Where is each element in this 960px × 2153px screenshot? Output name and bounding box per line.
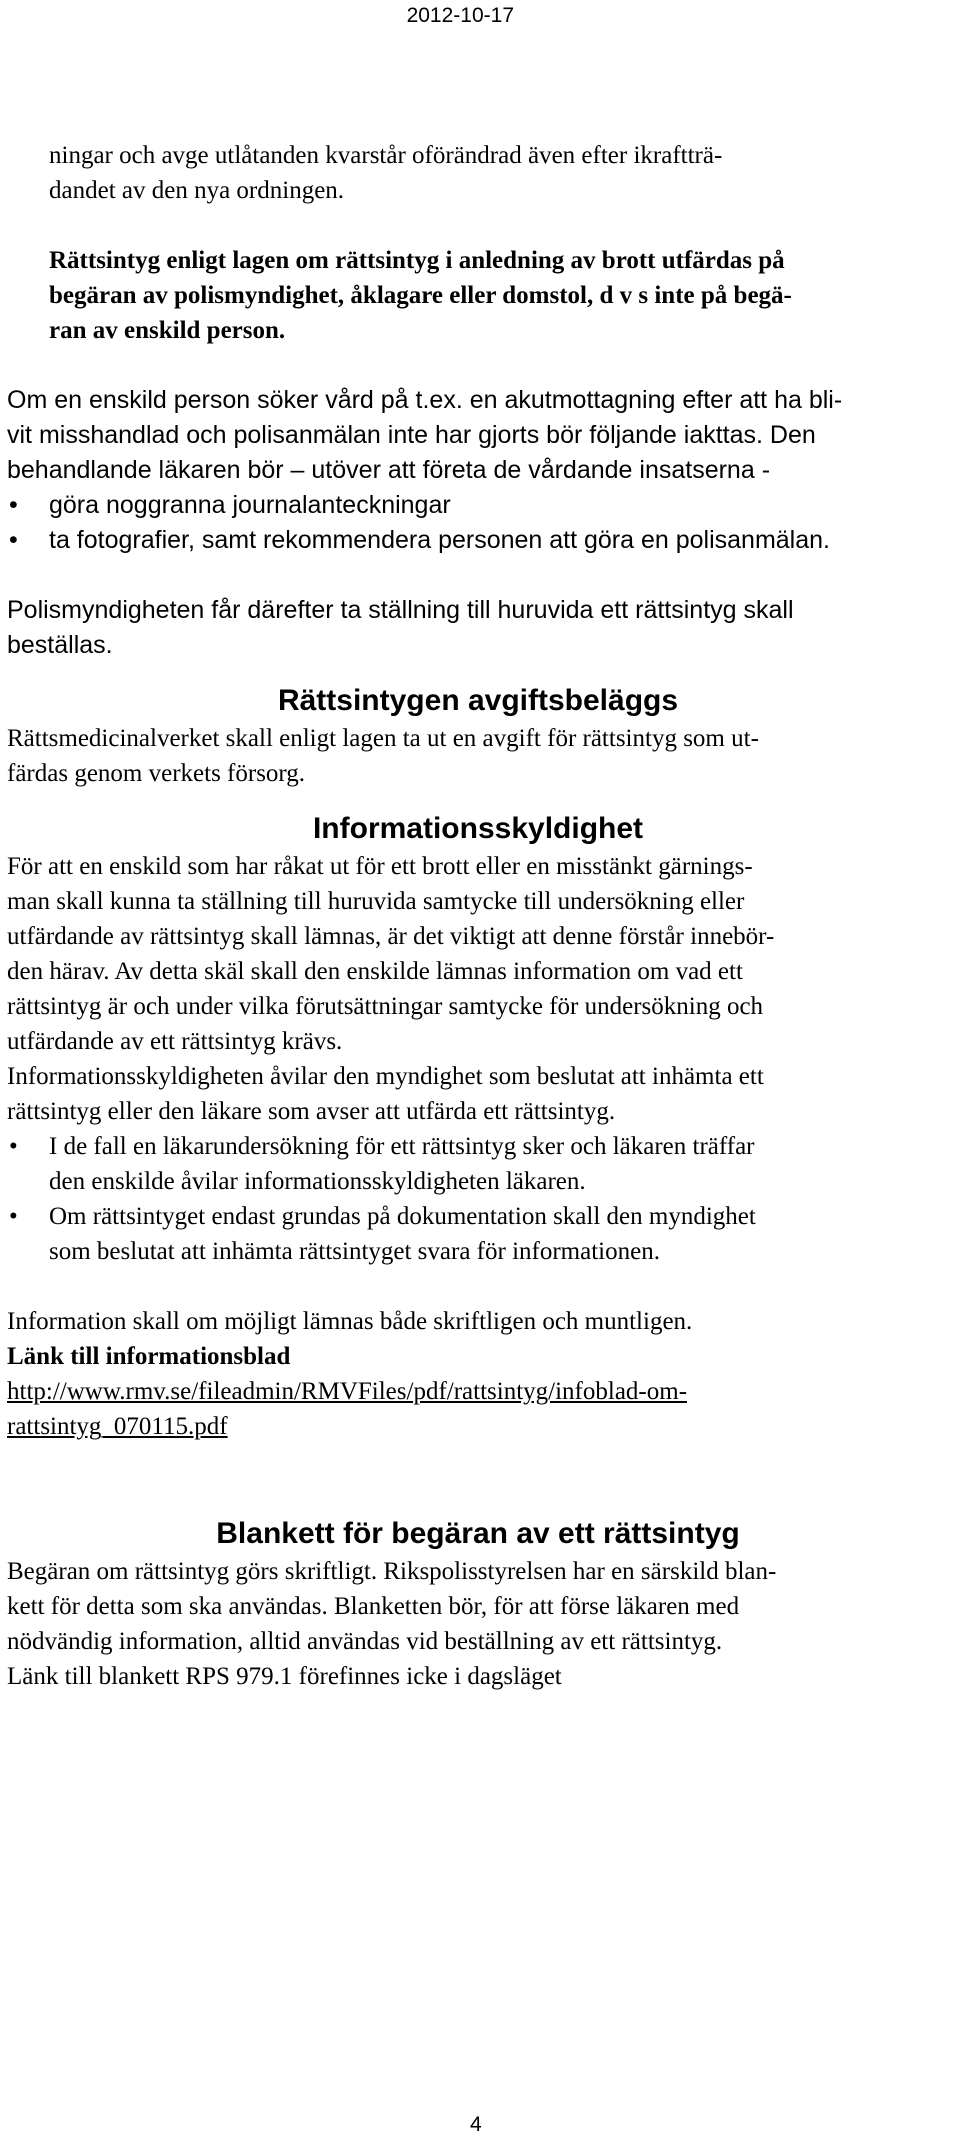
list-item: • göra noggranna journalanteckningar — [7, 488, 949, 523]
document-body — [7, 138, 949, 1694]
intro-line-1: ningar och avge utlåtanden kvarstår oförändrad även efter ikraftträ- — [49, 142, 723, 169]
info-line-3: utfärdande av rättsintyg skall lämnas, är det viktigt att denne förstår innebör- — [7, 923, 775, 950]
bullet-icon: • — [9, 526, 18, 554]
bold-para-line-3: ran av enskild person. — [49, 317, 286, 344]
infoblad-link[interactable]: http://www.rmv.se/fileadmin/RMVFiles/pdf/rattsintyg/infoblad-om- rattsintyg_070115.pdf — [7, 1378, 688, 1440]
enskild-bullet-list — [7, 488, 949, 558]
enskild-line-2: vit misshandlad och polisanmälan inte har gjorts bör följande iakttas. Den — [7, 421, 816, 449]
polis-line-2: beställas. — [7, 631, 113, 659]
header-date: 2012-10-17 — [406, 4, 514, 27]
heading-avgift: Rättsintygen avgiftsbeläggs — [277, 684, 679, 717]
avgift-line-1: Rättsmedicinalverket skall enligt lagen ta ut en avgift för rättsintyg som ut- — [7, 725, 759, 752]
list-item: • Om rättsintyget endast grundas på dokumentation skall den myndighet som beslutat att inhämta rättsintyget svara för informationen. — [7, 1199, 949, 1269]
intro-line-2: dandet av den nya ordningen. — [49, 177, 345, 204]
blankett-line-2: kett för detta som ska användas. Blanketten bör, för att förse läkaren med — [7, 1593, 740, 1620]
page-number: 4 — [470, 2113, 482, 2136]
bullet-icon: • — [9, 1203, 18, 1230]
blankett-line-3: nödvändig information, alltid användas vid beställning av ett rättsintyg. — [7, 1628, 723, 1655]
info-line-8: rättsintyg eller den läkare som avser att utfärda ett rättsintyg. — [7, 1098, 616, 1125]
list-item: • I de fall en läkarundersökning för ett rättsintyg sker och läkaren träffar den enskilde åvilar informationsskyldigheten läkaren. — [7, 1129, 949, 1199]
info-line-2: man skall kunna ta ställning till huruvida samtycke till undersökning eller — [7, 888, 745, 915]
info-line-4: den härav. Av detta skäl skall den enskilde lämnas information om vad ett — [7, 958, 743, 985]
info-line-1: För att en enskild som har råkat ut för ett brott eller en misstänkt gärnings- — [7, 853, 753, 880]
info-bullet-list — [7, 1129, 949, 1269]
heading-informationsskyldighet: Informationsskyldighet — [312, 812, 644, 845]
avgift-line-2: färdas genom verkets försorg. — [7, 760, 306, 787]
info-line-7: Informationsskyldigheten åvilar den myndighet som beslutat att inhämta ett — [7, 1063, 764, 1090]
blankett-line-1: Begäran om rättsintyg görs skriftligt. Rikspolisstyrelsen har en särskild blan- — [7, 1558, 777, 1585]
enskild-line-3: behandlande läkaren bör – utöver att företa de vårdande insatserna - — [7, 456, 771, 484]
info-line-9: Information skall om möjligt lämnas både skriftligen och muntligen. — [7, 1308, 693, 1335]
info-line-6: utfärdande av ett rättsintyg krävs. — [7, 1028, 343, 1055]
polis-line-1: Polismyndigheten får därefter ta ställning till huruvida ett rättsintyg skall — [7, 596, 794, 624]
heading-blankett: Blankett för begäran av ett rättsintyg — [216, 1517, 740, 1550]
blankett-line-4: Länk till blankett RPS 979.1 förefinnes icke i dagsläget — [7, 1663, 562, 1690]
bold-para-line-1: Rättsintyg enligt lagen om rättsintyg i anledning av brott utfärdas på — [49, 247, 785, 274]
bullet-icon: • — [9, 1133, 18, 1160]
enskild-line-1: Om en enskild person söker vård på t.ex. en akutmottagning efter att ha bli- — [7, 386, 843, 414]
link-label: Länk till informationsblad — [7, 1343, 291, 1370]
list-item: • ta fotografier, samt rekommendera personen att göra en polisanmälan. — [7, 523, 949, 558]
bold-para-line-2: begäran av polismyndighet, åklagare eller domstol, d v s inte på begä- — [49, 282, 792, 309]
info-line-5: rättsintyg är och under vilka förutsättningar samtycke för undersökning och — [7, 993, 764, 1020]
bullet-icon: • — [9, 491, 18, 519]
